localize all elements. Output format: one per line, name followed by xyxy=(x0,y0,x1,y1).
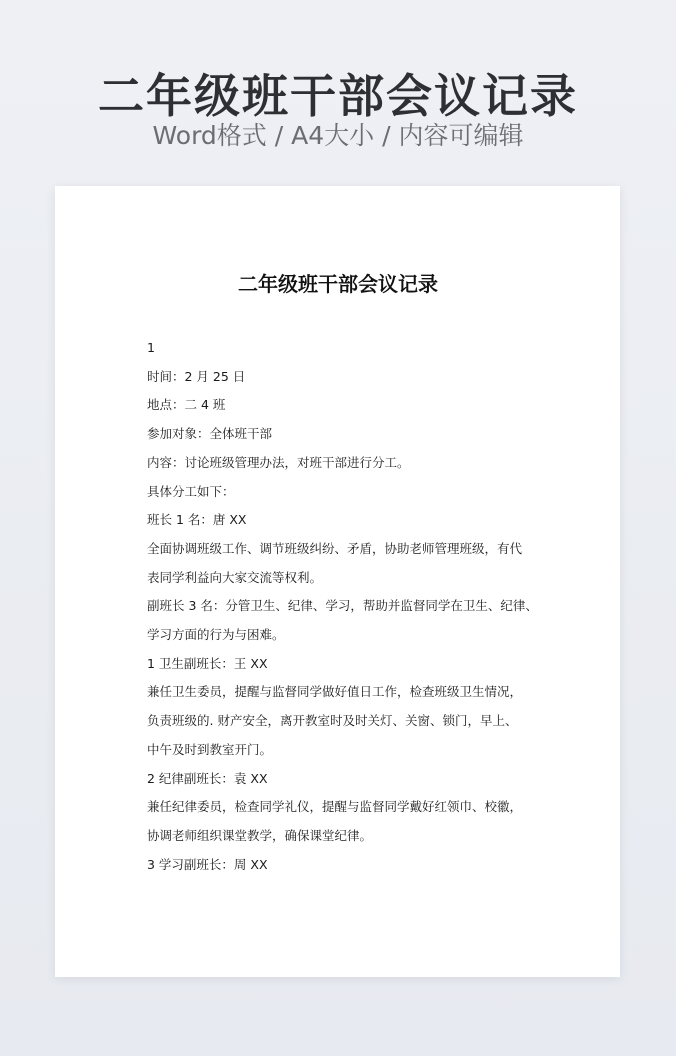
document-line: 兼任纪律委员，检查同学礼仪，提醒与监督同学戴好红领巾、校徽， xyxy=(147,799,523,815)
document-title: 二年级班干部会议记录 xyxy=(238,272,438,296)
document-line: 副班长 3 名：分管卫生、纪律、学习，帮助并监督同学在卫生、纪律、 xyxy=(147,598,538,614)
document-line: 中午及时到教室开门。 xyxy=(147,741,273,757)
document-line: 3 学习副班长：周 XX xyxy=(147,856,268,872)
document-line: 1 卫生副班长：王 XX xyxy=(147,655,268,671)
document-line: 2 纪律副班长：袁 XX xyxy=(147,770,268,786)
document-line: 具体分工如下： xyxy=(147,483,235,499)
banner-subtitle: Word格式 / A4大小 / 内容可编辑 xyxy=(152,121,524,150)
document-line: 学习方面的行为与困难。 xyxy=(147,627,285,643)
document-body xyxy=(147,334,542,879)
document-line: 协调老师组织课堂教学，确保课堂纪律。 xyxy=(147,827,373,843)
document-line: 时间：2 月 25 日 xyxy=(147,368,246,384)
document-line: 班长 1 名：唐 XX xyxy=(147,512,247,528)
document-line: 兼任卫生委员，提醒与监督同学做好值日工作，检查班级卫生情况， xyxy=(147,684,523,700)
document-line: 1 xyxy=(147,340,155,355)
document-line: 参加对象：全体班干部 xyxy=(147,426,273,442)
document-line: 地点：二 4 班 xyxy=(147,397,226,413)
banner-title: 二年级班干部会议记录 xyxy=(98,69,578,123)
document-line: 内容：讨论班级管理办法，对班干部进行分工。 xyxy=(147,454,410,470)
document-line: 表同学利益向大家交流等权利。 xyxy=(147,569,323,585)
document-line: 全面协调班级工作、调节班级纠纷、矛盾，协助老师管理班级，有代 xyxy=(147,540,523,556)
document-line: 负责班级的. 财产安全，离开教室时及时关灯、关窗、锁门，早上、 xyxy=(147,713,518,729)
